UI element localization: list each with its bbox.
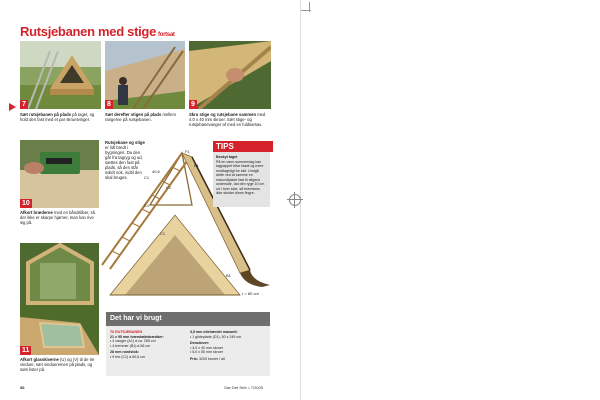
materials-column-2: 3,5 mm oliehærdet masonit: • 1 glideplade (D1), 50 x 249 cm Derudover: • 4,0 x 40 mm skruer • 5,0 x 50 mm skruer Pris: 3200 kroner i alt xyxy=(190,330,264,362)
photo-step-10-image xyxy=(20,140,99,208)
footer-publication: Gør Det Selv • 7/2005 xyxy=(224,385,263,390)
photo-caption-10: Afkort bræderne med en båndsliber, så der ikke er skarpe hjørner, man kan rive sig på. xyxy=(20,210,95,225)
photo-step-11-image xyxy=(20,243,99,355)
tips-box xyxy=(213,152,270,207)
photo-step-number: 11 xyxy=(22,347,30,354)
magazine-page-right-blank xyxy=(300,0,600,400)
diagram-label: F1 xyxy=(185,149,190,154)
materials-item: • 9 trin (C1) á 60,6 cm xyxy=(110,354,146,359)
photo-step-11 xyxy=(20,243,99,355)
photo-step-7-image xyxy=(20,41,101,109)
diagram-label: B1 xyxy=(226,273,231,278)
photo-step-7 xyxy=(20,41,101,109)
photo-step-9-image xyxy=(189,41,271,109)
materials-item: • 5,0 x 50 mm skruer xyxy=(190,350,224,355)
page-title-suffix: fortsat xyxy=(158,32,175,38)
diagram-label: 40,6 xyxy=(152,169,160,174)
photo-caption-9: Skru stige og rutsjebane sammen med 4,0 x 40 mm skruer. Sæt stige- og rutsjebanevanger af med en fuldsarsav. xyxy=(189,112,266,127)
materials-box xyxy=(106,312,270,376)
photo-step-8-image xyxy=(105,41,185,109)
tips-text: På en varm sommerdag kan tagpappet blive blødt og mere modtageligt for slid. Undgå dette ved at sømme en masonitplade fast til stigens underside, lad den ryge 10 cm ud i hver side, så bremsens ikke skrider dines fingre. xyxy=(216,159,265,195)
diagram-label: C1 xyxy=(160,231,166,236)
materials-column-1: Til RUTSJEBANEN 21 x 95 mm tværstøttebrædder: • 4 vanger (A1) á ca. 285 cm • 4 tremmer (B1) á 56 cm 28 mm rundstok: • 9 trin (C1) á 60,6 cm xyxy=(110,330,184,360)
photo-step-number: 8 xyxy=(107,101,111,108)
materials-section-title: Til RUTSJEBANEN xyxy=(110,330,143,334)
diagram-label: C1 xyxy=(166,185,172,190)
photo-step-number: 7 xyxy=(22,101,26,108)
diagram-label: r = 80 cm xyxy=(242,291,259,296)
photo-step-number: 10 xyxy=(22,200,30,207)
tips-heading: TIPS xyxy=(213,141,273,152)
photo-caption-11: Afkort glasskiverne (U) og (V) til de tre vinduer, sæt vindueremen på plads, og søm lister på. xyxy=(20,357,95,372)
arrow-marker-icon xyxy=(9,103,16,111)
page-title: Rutsjebanen med stige fortsat xyxy=(20,24,175,39)
photo-step-9 xyxy=(189,41,271,109)
photo-caption-7: Sæt rutsjebanen på plads på taget, og hold den fast med et par skruetvinger. xyxy=(20,112,95,122)
materials-item: • 4 vanger (A1) á ca. 285 cm xyxy=(110,339,156,344)
diagram-label: C1 xyxy=(144,203,150,208)
tips-subheading: Beskyt taget xyxy=(216,155,238,159)
page-number: 58 xyxy=(20,385,25,390)
photo-step-10 xyxy=(20,140,99,208)
photo-step-number: 9 xyxy=(191,101,195,108)
diagram-label: E1 xyxy=(194,163,199,168)
registration-mark-icon xyxy=(289,194,301,206)
photo-step-8 xyxy=(105,41,185,109)
materials-item: • 4 tremmer (B1) á 56 cm xyxy=(110,343,151,348)
diagram-label: C1 xyxy=(144,175,150,180)
photo-caption-8: Sæt derefter stigen på plads mellem rangerne på rutsjebanen. xyxy=(105,112,176,122)
materials-heading: Det har vi brugt xyxy=(106,312,270,326)
materials-item: • 4,0 x 40 mm skruer xyxy=(190,345,224,350)
diagram-note: Rutsjebane og stige er lidt bredt i bygningen. Da den går fra tagryg og ud, sættes den fast på plads, så den står solidt nok, indtil den skal bruges. xyxy=(105,140,145,180)
materials-item: • 1 glideplade (D1), 50 x 249 cm xyxy=(190,334,242,339)
